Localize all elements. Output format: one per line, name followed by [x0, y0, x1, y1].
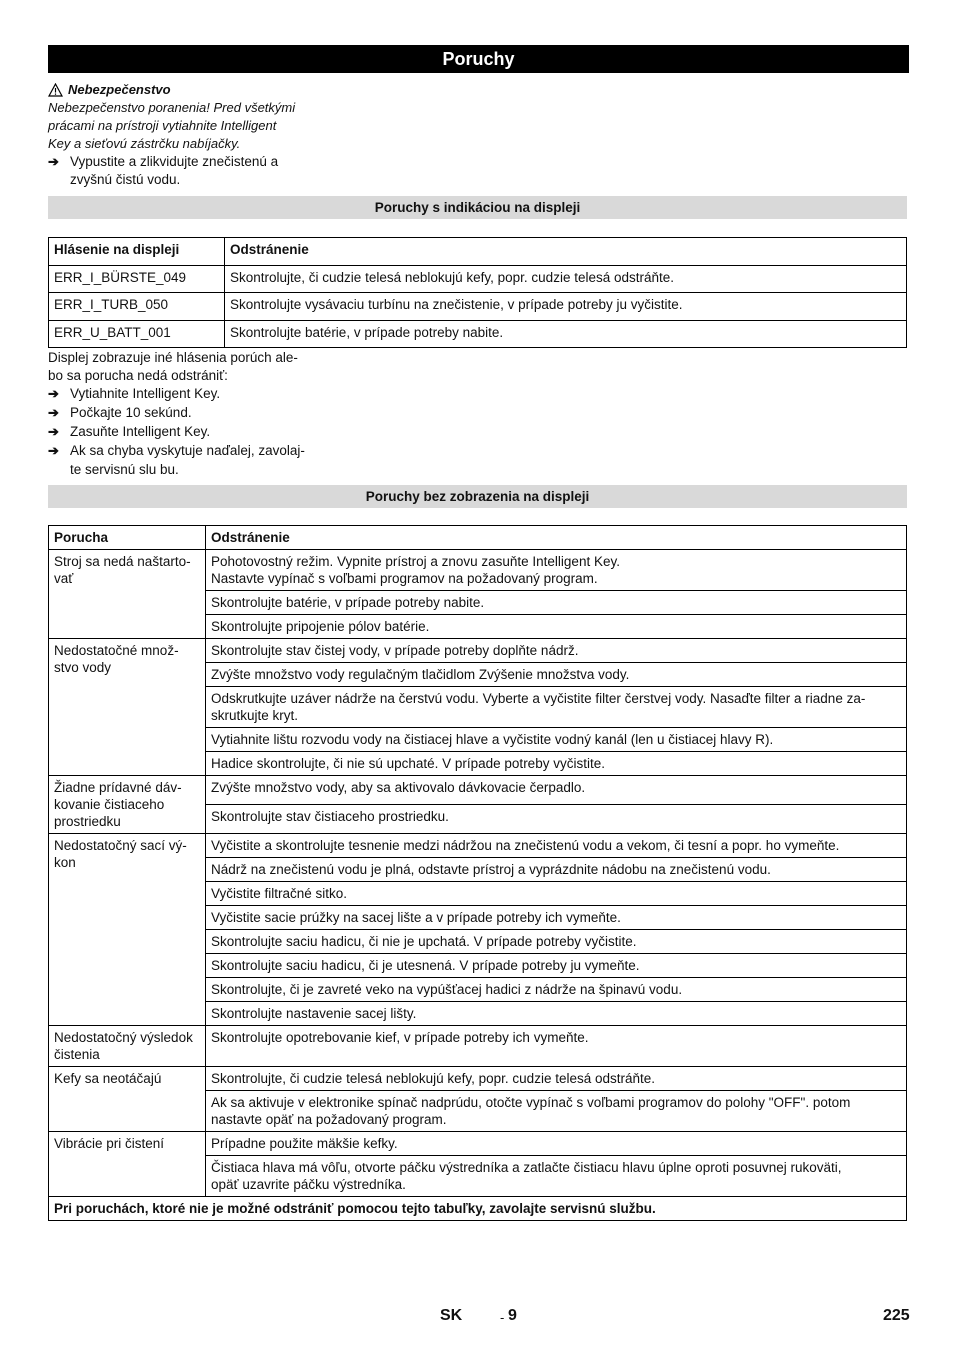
- problem-cell: Vibrácie pri čistení: [49, 1132, 206, 1197]
- step-item: [48, 384, 338, 403]
- fix-cell: Skontrolujte batérie, v prípade potreby nabite.: [206, 591, 907, 615]
- arrow-right-icon: ➔: [48, 424, 59, 439]
- problem-cell: Nedostatočné množ- stvo vody: [49, 639, 206, 776]
- page-number: 225: [883, 1307, 910, 1324]
- problem-cell: Nedostatočný sací vý- kon: [49, 834, 206, 1026]
- step-list: [48, 384, 338, 479]
- footer-note: Pri poruchách, ktoré nie je možné odstrániť pomocou tejto tabuľky, zavolajte servisnú službu.: [49, 1197, 907, 1221]
- fix-cell: Skontrolujte, či cudzie telesá neblokujú kefy, popr. cudzie telesá odstráňte.: [206, 1067, 907, 1091]
- warning-block: [48, 81, 338, 188]
- fix-cell: Skontrolujte stav čistej vody, v prípade potreby doplňte nádrž.: [206, 639, 907, 663]
- fix-cell: Čistiaca hlava má vôľu, otvorte páčku výstredníka a zatlačte čistiacu hlavu úplne oproti posuvnej rukoväti, opäť uzavrite páčku výstredníka.: [206, 1156, 907, 1197]
- fix-cell: Prípadne použite mäkšie kefky.: [206, 1132, 907, 1156]
- step-item: [48, 441, 338, 479]
- step-item: [48, 153, 338, 188]
- display-errors-table: [48, 237, 907, 348]
- section2-title: Poruchy bez zobrazenia na displeji: [48, 485, 907, 508]
- fix-cell: Hadice skontrolujte, či nie sú upchaté. V prípade potreby vyčistite.: [206, 752, 907, 776]
- fix-cell: Skontrolujte pripojenie pólov batérie.: [206, 615, 907, 639]
- arrow-right-icon: ➔: [48, 443, 59, 458]
- arrow-right-icon: ➔: [48, 386, 59, 401]
- fix-cell: Skontrolujte nastavenie sacej lišty.: [206, 1002, 907, 1026]
- fix-cell: Skontrolujte saciu hadicu, či nie je upchatá. V prípade potreby vyčistite.: [206, 930, 907, 954]
- footer-separator: -: [500, 1310, 505, 1325]
- problem-cell: Nedostatočný výsledok čistenia: [49, 1026, 206, 1067]
- table-row: [49, 320, 907, 348]
- table-row: [49, 265, 907, 293]
- fix-cell: Odskrutkujte uzáver nádrže na čerstvú vodu. Vyberte a vyčistite filter čerstvej vody. Nasaďte filter a riadne za- skrutkujte kryt.: [206, 687, 907, 728]
- fix-cell: Skontrolujte stav čistiaceho prostriedku.: [206, 805, 907, 834]
- table-row: [49, 639, 907, 663]
- table-header-row: [49, 526, 907, 550]
- arrow-right-icon: ➔: [48, 154, 59, 169]
- table-cell: ERR_I_TURB_050: [49, 293, 225, 321]
- fix-cell: Zvýšte množstvo vody regulačným tlačidlom Zvýšenie množstva vody.: [206, 663, 907, 687]
- fix-cell: Vytiahnite lištu rozvodu vody na čistiacej hlave a vyčistite vodný kanál (len u čistiacej hlavy R).: [206, 728, 907, 752]
- table-header-row: [49, 238, 907, 266]
- warning-text: Nebezpečenstvo poranenia! Pred všetkými prácami na prístroji vytiahnite Intelligent Key a sieťovú zástrčku nabíjačky.: [48, 100, 296, 151]
- table-row: [49, 834, 907, 858]
- footer-section-page: 9: [508, 1307, 517, 1324]
- table-cell: Skontrolujte batérie, v prípade potreby nabite.: [225, 320, 907, 348]
- table-row: [49, 1026, 907, 1067]
- warning-heading: Nebezpečenstvo: [48, 81, 338, 98]
- column-header: Odstránenie: [206, 526, 907, 550]
- warning-triangle-icon: [48, 83, 63, 97]
- step-text: Vypustite a zlikvidujte znečistenú a zvyšnú čistú vodu.: [70, 154, 279, 187]
- table-row: [49, 293, 907, 321]
- table-cell: ERR_I_BÜRSTE_049: [49, 265, 225, 293]
- paragraph: Displej zobrazuje iné hlásenia porúch ale- bo sa porucha nedá odstrániť:: [48, 350, 298, 383]
- step-text: Počkajte 10 sekúnd.: [70, 405, 192, 420]
- fix-cell: Skontrolujte opotrebovanie kief, v prípade potreby ich vymeňte.: [206, 1026, 907, 1067]
- fix-cell: Zvýšte množstvo vody, aby sa aktivovalo dávkovacie čerpadlo.: [206, 776, 907, 805]
- step-item: [48, 403, 338, 422]
- fix-cell: Vyčistite sacie prúžky na sacej lište a v prípade potreby ich vymeňte.: [206, 906, 907, 930]
- section1-title: Poruchy s indikáciou na displeji: [48, 196, 907, 219]
- table-cell: Skontrolujte vysávaciu turbínu na znečistenie, v prípade potreby ju vyčistite.: [225, 293, 907, 321]
- faults-table: [48, 525, 907, 1221]
- intro-steps: [48, 153, 338, 188]
- table-row: [49, 550, 907, 591]
- column-header: Porucha: [49, 526, 206, 550]
- problem-cell: Stroj sa nedá naštarto- vať: [49, 550, 206, 639]
- display-other-errors: [48, 349, 338, 479]
- step-text: Ak sa chyba vyskytuje naďalej, zavolaj- te servisnú slu bu.: [70, 443, 305, 477]
- footer-lang: SK: [440, 1307, 463, 1324]
- problem-cell: Žiadne prídavné dáv- kovanie čistiaceho prostriedku: [49, 776, 206, 834]
- table-footer-row: [49, 1197, 907, 1221]
- page-title: Poruchy: [48, 45, 909, 73]
- fix-cell: Ak sa aktivuje v elektronike spínač nadprúdu, otočte vypínač s voľbami programov do polohy "OFF". potom nastavte opäť na požadovaný program.: [206, 1091, 907, 1132]
- fix-cell: Vyčistite filtračné sitko.: [206, 882, 907, 906]
- column-header: Hlásenie na displeji: [49, 238, 225, 266]
- fix-cell: Skontrolujte saciu hadicu, či je utesnená. V prípade potreby ju vymeňte.: [206, 954, 907, 978]
- problem-cell: Kefy sa neotáčajú: [49, 1067, 206, 1132]
- step-text: Vytiahnite Intelligent Key.: [70, 386, 221, 401]
- step-item: [48, 422, 338, 441]
- table-cell: Skontrolujte, či cudzie telesá neblokujú kefy, popr. cudzie telesá odstráňte.: [225, 265, 907, 293]
- fix-cell: Skontrolujte, či je zavreté veko na vypúšťacej hadici z nádrže na špinavú vodu.: [206, 978, 907, 1002]
- table-row: [49, 1132, 907, 1156]
- fix-cell: Pohotovostný režim. Vypnite prístroj a znovu zasuňte Intelligent Key. Nastavte vypínač s voľbami programov na požadovaný program.: [206, 550, 907, 591]
- table-cell: ERR_U_BATT_001: [49, 320, 225, 348]
- table-row: [49, 1067, 907, 1091]
- arrow-right-icon: ➔: [48, 405, 59, 420]
- column-header: Odstránenie: [225, 238, 907, 266]
- step-text: Zasuňte Intelligent Key.: [70, 424, 211, 439]
- fix-cell: Nádrž na znečistenú vodu je plná, odstavte prístroj a vyprázdnite nádobu na znečistenú vodu.: [206, 858, 907, 882]
- table-row: [49, 776, 907, 805]
- fix-cell: Vyčistite a skontrolujte tesnenie medzi nádržou na znečistenú vodu a vekom, či tesní a popr. ho vymeňte.: [206, 834, 907, 858]
